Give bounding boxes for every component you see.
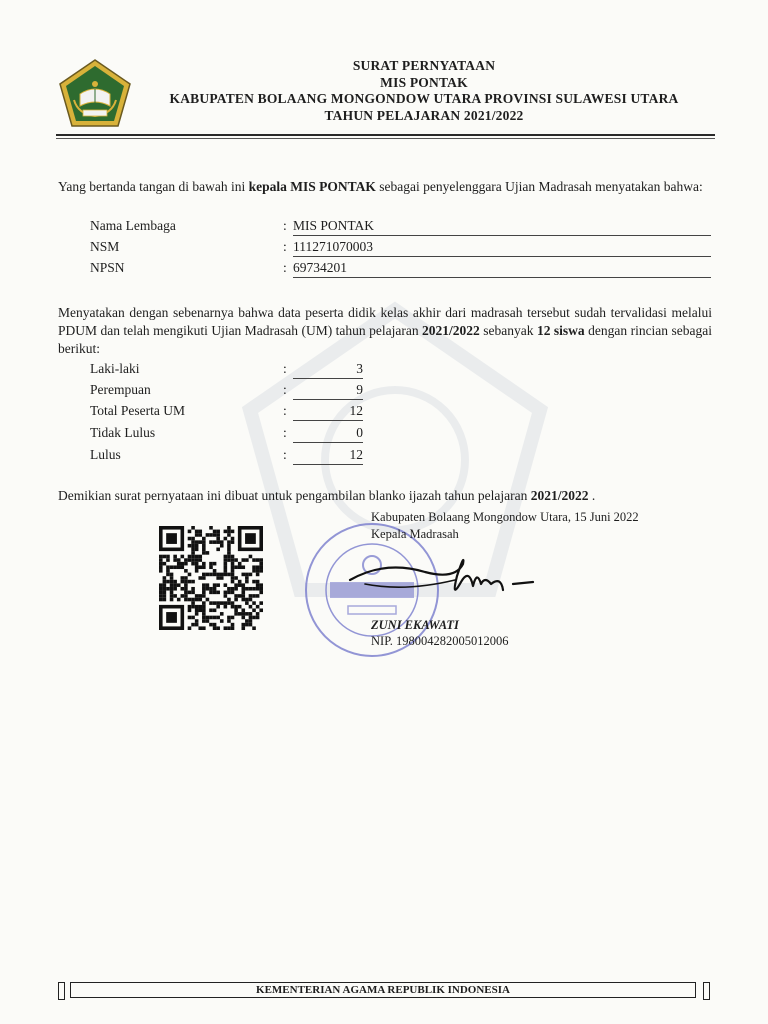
colon: : <box>283 425 287 440</box>
identity-value: 69734201 <box>293 260 711 278</box>
count-value: 12 <box>293 447 363 465</box>
statement-year: 2021/2022 <box>422 323 480 338</box>
intro-text-1: Yang bertanda tangan di bawah ini <box>58 179 249 194</box>
colon: : <box>283 239 287 254</box>
colon: : <box>283 361 287 376</box>
footer-right-bracket <box>703 982 710 1000</box>
closing-year: 2021/2022 <box>530 488 589 503</box>
statement-count: 12 siswa <box>536 323 585 338</box>
count-value: 0 <box>293 425 363 443</box>
header-year: TAHUN PELAJARAN 2021/2022 <box>324 107 524 123</box>
identity-value: 111271070003 <box>293 239 711 257</box>
statement-text-1: Menyatakan dengan sebenarnya bahwa data peserta didik kelas akhir dari madrasah tersebut sudah tervalidasi melalui PDUM dan telah mengikuti Ujian Madrasah (UM) tahun pelajaran <box>58 305 712 338</box>
identity-label: NPSN <box>90 260 125 275</box>
signatory-nip: NIP. 198004282005012006 <box>371 634 509 648</box>
closing-text: Demikian surat pernyataan ini dibuat untuk pengambilan blanko ijazah tahun pelajaran <box>58 488 531 503</box>
footer-left-bracket <box>58 982 65 1000</box>
colon: : <box>283 260 287 275</box>
count-label: Tidak Lulus <box>90 425 156 440</box>
count-value: 12 <box>293 403 363 421</box>
statement-text-3: dengan rincian sebagai berikut: <box>58 323 712 356</box>
letter-header <box>140 58 708 124</box>
footer <box>58 982 710 998</box>
signature-icon <box>345 540 545 620</box>
closing-end: . <box>588 488 596 503</box>
header-divider-thick <box>56 134 715 136</box>
colon: : <box>283 218 287 233</box>
signature-place-date: Kabupaten Bolaang Mongondow Utara, 15 Juni 2022 <box>371 510 639 524</box>
closing-paragraph <box>58 487 712 505</box>
identity-value: MIS PONTAK <box>293 218 711 236</box>
statement-text-2: sebanyak <box>479 323 537 338</box>
statement-paragraph <box>58 304 712 358</box>
header-school: MIS PONTAK <box>380 74 468 90</box>
colon: : <box>283 382 287 397</box>
count-value: 3 <box>293 361 363 379</box>
qr-code-icon <box>157 526 265 630</box>
count-label: Laki-laki <box>90 361 140 376</box>
signatory-name: ZUNI EKAWATI <box>371 618 459 632</box>
intro-paragraph <box>58 178 712 196</box>
identity-label: Nama Lembaga <box>90 218 176 233</box>
signature-title: Kepala Madrasah <box>371 527 459 541</box>
count-label: Total Peserta UM <box>90 403 186 418</box>
footer-text: KEMENTERIAN AGAMA REPUBLIK INDONESIA <box>70 982 696 998</box>
count-label: Lulus <box>90 447 121 462</box>
header-divider-thin <box>56 138 715 139</box>
colon: : <box>283 403 287 418</box>
count-label: Perempuan <box>90 382 151 397</box>
header-title: SURAT PERNYATAAN <box>352 58 496 73</box>
header-region: KABUPATEN BOLAANG MONGONDOW UTARA PROVINSI SULAWESI UTARA <box>169 91 679 106</box>
colon: : <box>283 447 287 462</box>
count-value: 9 <box>293 382 363 400</box>
identity-label: NSM <box>90 239 120 254</box>
intro-bold: kepala MIS PONTAK <box>248 179 376 194</box>
intro-text-2: sebagai penyelenggara Ujian Madrasah menyatakan bahwa: <box>375 179 703 194</box>
kemenag-logo-icon <box>56 58 134 128</box>
